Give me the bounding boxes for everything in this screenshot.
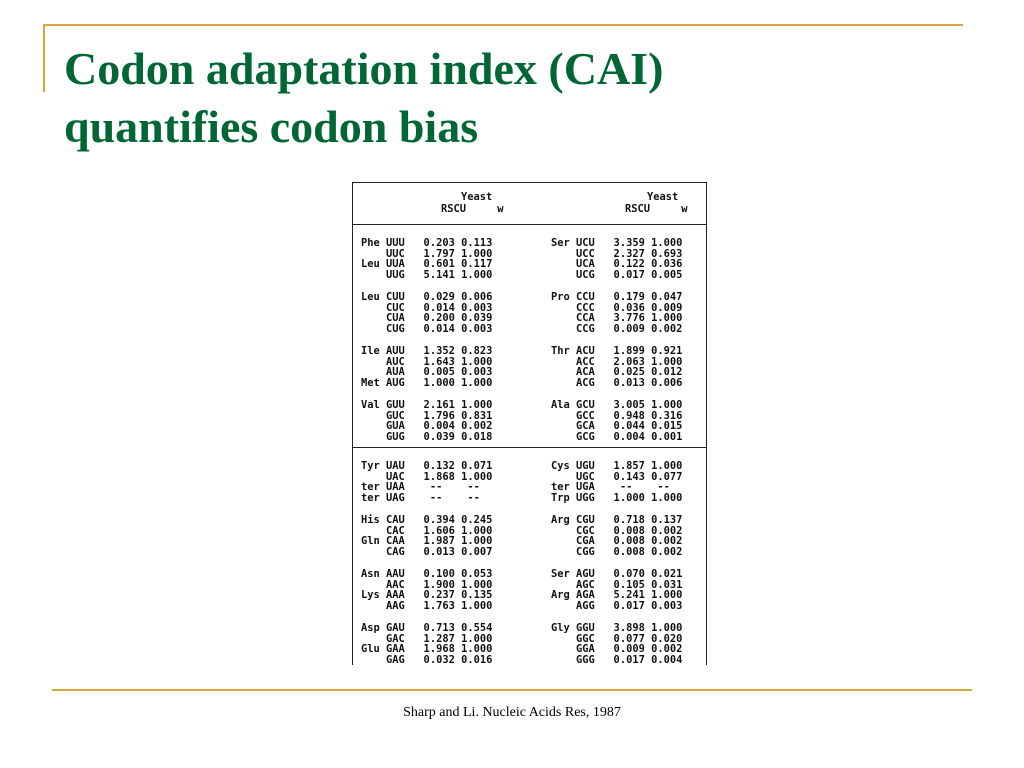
codon-row: Arg CGU 0.718 0.137 xyxy=(551,513,683,526)
codon-row: GCA 0.044 0.015 xyxy=(551,420,683,433)
codon-row: UCG 0.017 0.005 xyxy=(551,268,683,281)
codon-row: AAG 1.763 1.000 xyxy=(361,599,493,612)
codon-row: UUC 1.797 1.000 xyxy=(361,247,493,260)
codon-row: Thr ACU 1.899 0.921 xyxy=(551,344,683,357)
codon-row: Leu CUU 0.029 0.006 xyxy=(361,290,493,303)
codon-row: Pro CCU 0.179 0.047 xyxy=(551,290,683,303)
slide-title xyxy=(64,40,964,156)
codon-row: ter UGA -- -- xyxy=(551,481,670,494)
codon-row: AAC 1.900 1.000 xyxy=(361,578,493,591)
codon-row: Met AUG 1.000 1.000 xyxy=(361,376,493,389)
codon-row: Gly GGU 3.898 1.000 xyxy=(551,621,683,634)
codon-row: Ile AUU 1.352 0.823 xyxy=(361,344,493,357)
codon-row: AGC 0.105 0.031 xyxy=(551,578,683,591)
codon-row: CGG 0.008 0.002 xyxy=(551,545,683,558)
right-organism-header: Yeast xyxy=(647,191,679,203)
codon-row: His CAU 0.394 0.245 xyxy=(361,513,493,526)
codon-row: UCA 0.122 0.036 xyxy=(551,258,683,271)
codon-row: GUA 0.004 0.002 xyxy=(361,420,493,433)
codon-row: Glu GAA 1.968 1.000 xyxy=(361,643,493,656)
bottom-accent-line xyxy=(52,689,972,691)
codon-row: GAG 0.032 0.016 xyxy=(361,653,493,666)
codon-row: Asn AAU 0.100 0.053 xyxy=(361,567,493,580)
codon-row: UAC 1.868 1.000 xyxy=(361,470,493,483)
left-column-headers: RSCU w xyxy=(441,203,504,215)
codon-row: CUG 0.014 0.003 xyxy=(361,322,493,335)
codon-row: GAC 1.287 1.000 xyxy=(361,632,493,645)
codon-row: Phe UUU 0.203 0.113 xyxy=(361,237,493,249)
codon-usage-table-figure xyxy=(352,182,707,665)
codon-row: Leu UUA 0.601 0.117 xyxy=(361,258,493,271)
bottom-left-codon-column xyxy=(361,461,492,665)
codon-row: AUA 0.005 0.003 xyxy=(361,366,493,379)
codon-row: ter UAG -- -- xyxy=(361,491,480,504)
codon-row: GGC 0.077 0.020 xyxy=(551,632,683,645)
codon-row: CCA 3.776 1.000 xyxy=(551,312,683,325)
codon-row: CUC 0.014 0.003 xyxy=(361,301,493,314)
top-left-codon-column xyxy=(361,238,492,442)
codon-row: CCG 0.009 0.002 xyxy=(551,322,683,335)
left-accent-line xyxy=(43,24,45,92)
codon-row: Cys UGU 1.857 1.000 xyxy=(551,460,683,472)
codon-row: CCC 0.036 0.009 xyxy=(551,301,683,314)
codon-row: Asp GAU 0.713 0.554 xyxy=(361,621,493,634)
slide-title-line-2: quantifies codon bias xyxy=(64,101,479,152)
codon-row: AGG 0.017 0.003 xyxy=(551,599,683,612)
codon-row: ter UAA -- -- xyxy=(361,481,480,494)
codon-row: Arg AGA 5.241 1.000 xyxy=(551,589,683,602)
codon-row: Ser AGU 0.070 0.021 xyxy=(551,567,683,580)
left-organism-header: Yeast xyxy=(461,191,493,203)
header-divider xyxy=(353,224,706,225)
bottom-right-codon-column xyxy=(551,461,682,665)
codon-row: ACA 0.025 0.012 xyxy=(551,366,683,379)
codon-row: Ala GCU 3.005 1.000 xyxy=(551,398,683,411)
codon-row: GGG 0.017 0.004 xyxy=(551,653,683,666)
slide-title-line-1: Codon adaptation index (CAI) xyxy=(64,43,664,94)
right-column-headers: RSCU w xyxy=(625,203,688,215)
codon-row: GUG 0.039 0.018 xyxy=(361,430,493,443)
codon-row: Lys AAA 0.237 0.135 xyxy=(361,589,493,602)
codon-row: Gln CAA 1.987 1.000 xyxy=(361,535,493,548)
codon-row: CGA 0.008 0.002 xyxy=(551,535,683,548)
codon-row: ACC 2.063 1.000 xyxy=(551,355,683,368)
codon-row: UGC 0.143 0.077 xyxy=(551,470,683,483)
codon-row: Trp UGG 1.000 1.000 xyxy=(551,491,683,504)
codon-row: Tyr UAU 0.132 0.071 xyxy=(361,460,493,472)
codon-row: CGC 0.008 0.002 xyxy=(551,524,683,537)
codon-row: CAC 1.606 1.000 xyxy=(361,524,493,537)
section-divider xyxy=(353,447,706,448)
codon-row: GGA 0.009 0.002 xyxy=(551,643,683,656)
codon-row: CUA 0.200 0.039 xyxy=(361,312,493,325)
codon-row: Val GUU 2.161 1.000 xyxy=(361,398,493,411)
codon-row: GCC 0.948 0.316 xyxy=(551,409,683,422)
codon-row: UCC 2.327 0.693 xyxy=(551,247,683,260)
codon-row: AUC 1.643 1.000 xyxy=(361,355,493,368)
codon-row: Ser UCU 3.359 1.000 xyxy=(551,237,683,249)
codon-row: GCG 0.004 0.001 xyxy=(551,430,683,443)
top-accent-line xyxy=(43,24,963,26)
codon-row: CAG 0.013 0.007 xyxy=(361,545,493,558)
codon-row: GUC 1.796 0.831 xyxy=(361,409,493,422)
citation-caption: Sharp and Li. Nucleic Acids Res, 1987 xyxy=(403,705,621,720)
codon-row: ACG 0.013 0.006 xyxy=(551,376,683,389)
top-right-codon-column xyxy=(551,238,682,442)
codon-row: UUG 5.141 1.000 xyxy=(361,268,493,281)
